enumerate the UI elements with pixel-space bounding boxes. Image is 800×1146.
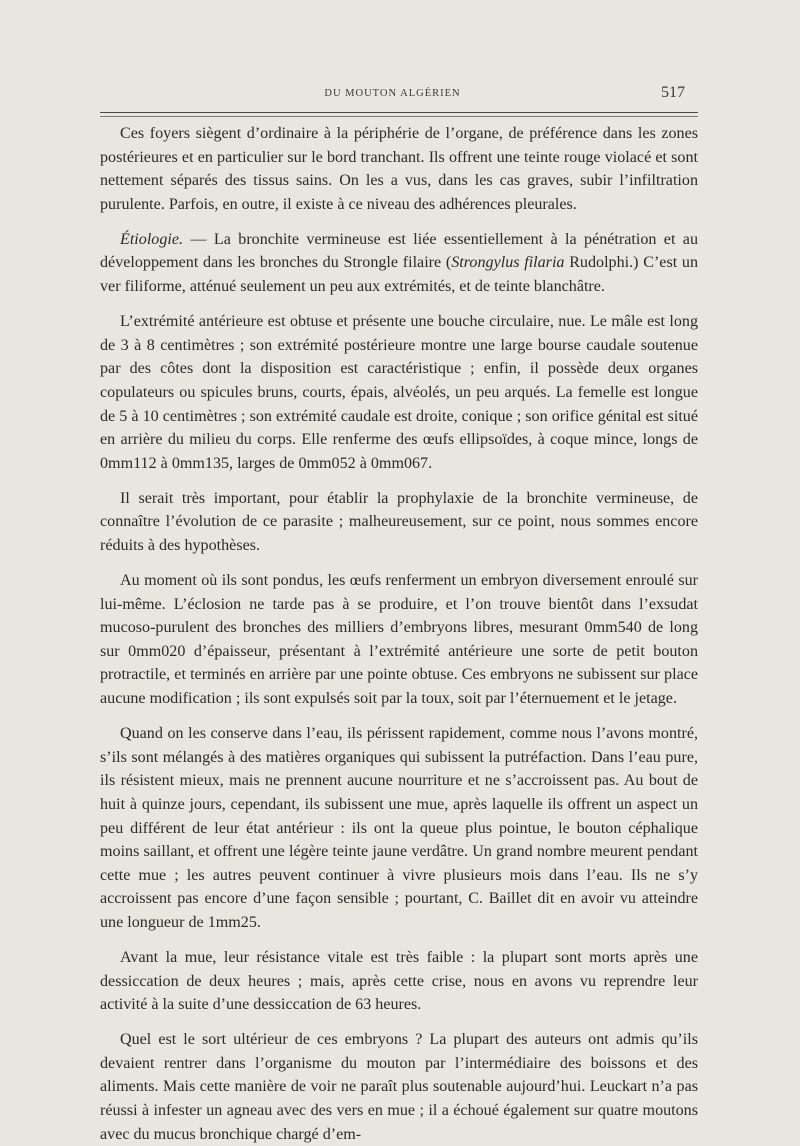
header-rule <box>100 112 698 113</box>
paragraph: Il serait très important, pour établir la prophylaxie de la bronchite vermineuse, de connaître l’évolution de ce parasite ; malheureusement, sur ce point, nous sommes encore réduits à des hypothèses. <box>100 489 698 554</box>
paragraph-text: Rudolphi.) C’est un ver filiforme, atténué seulement un peu aux extrémités, et de teinte blanchâtre. <box>100 254 698 296</box>
paragraph: Ces foyers siègent d’ordinaire à la périphérie de l’organe, de préférence dans les zones postérieures et en particulier sur le bord tranchant. Ils offrent une teinte rouge violacé et sont nettement séparés des tissus sains. On les a vus, dans les cas graves, subir l’infiltration purulente. Parfois, en outre, il existe à ce niveau des adhérences pleurales. <box>100 125 698 213</box>
body-text <box>100 122 698 1146</box>
paragraph: Avant la mue, leur résistance vitale est très faible : la plupart sont morts après une dessiccation de deux heures ; mais, après cette crise, nous en avons vu reprendre leur activité à la suite d’une dessiccation de 63 heures. <box>100 949 698 1014</box>
paragraph-text: — La bronchite vermineuse est liée essentiellement à la pénétration et au développement dans les bronches du Strongle filaire ( <box>100 230 698 272</box>
running-title: DU MOUTON ALGÉRIEN <box>324 88 461 99</box>
paragraph: L’extrémité antérieure est obtuse et présente une bouche circulaire, nue. Le mâle est long de 3 à 8 centimètres ; son extrémité postérieure montre une large bourse caudale soutenue par des côtes dont la disposition est caractéristique ; enfin, il possède deux organes copulateurs ou spicules bruns, courts, épais, alvéolés, un peu arqués. La femelle est longue de 5 à 10 centimètres ; son extrémité caudale est droite, conique ; son orifice génital est situé en arrière du milieu du corps. Elle renferme des œufs ellipsoïdes, à coque mince, longs de 0mm112 à 0mm135, larges de 0mm052 à 0mm067. <box>100 313 698 472</box>
page-header <box>100 84 685 108</box>
paragraph: Au moment où ils sont pondus, les œufs renferment un embryon diversement enroulé sur lui-même. L’éclosion ne tarde pas à se produire, et l’on trouve bientôt dans l’exsudat mucoso-purulent des bronches des milliers d’embryons libres, mesurant 0mm540 de long sur 0mm020 d’épaisseur, présentant à l’extrémité antérieure une sorte de petit bouton protractile, et terminés en arrière par une pointe obtuse. Ces embryons ne subissent sur place aucune modification ; ils sont expulsés soit par la toux, soit par l’éternuement et le jetage. <box>100 572 698 708</box>
species-name: Strongylus filaria <box>451 254 565 272</box>
header-rule-thin <box>100 116 698 117</box>
page-number: 517 <box>661 84 685 101</box>
paragraph-etiologie <box>100 228 698 299</box>
section-label: Étiologie. <box>120 230 184 248</box>
paragraph: Quel est le sort ultérieur de ces embryons ? La plupart des auteurs ont admis qu’ils devaient rentrer dans l’organisme du mouton par l’intermédiaire des boissons et des aliments. Mais cette manière de voir ne paraît plus soutenable aujourd’hui. Leuckart n’a pas réussi à infester un agneau avec des vers en mue ; il a échoué également sur quatre moutons avec du mucus bronchique chargé d’em- <box>100 1031 698 1143</box>
paragraph: Quand on les conserve dans l’eau, ils périssent rapidement, comme nous l’avons montré, s’ils sont mélangés à des matières organiques qui subissent la putréfaction. Dans l’eau pure, ils résistent mieux, mais ne prennent aucune nourriture et ne s’accroissent pas. Au bout de huit à quinze jours, cependant, ils subissent une mue, après laquelle ils offrent un aspect un peu différent de leur état antérieur : ils ont la queue plus pointue, le bouton céphalique moins saillant, et offrent une légère teinte jaune verdâtre. Un grand nombre meurent pendant cette mue ; les autres peuvent continuer à vivre plusieurs mois dans l’eau. Ils ne s’y accroissent pas encore d’une façon sensible ; pourtant, C. Baillet dit en avoir vu atteindre une longueur de 1mm25. <box>100 725 698 931</box>
